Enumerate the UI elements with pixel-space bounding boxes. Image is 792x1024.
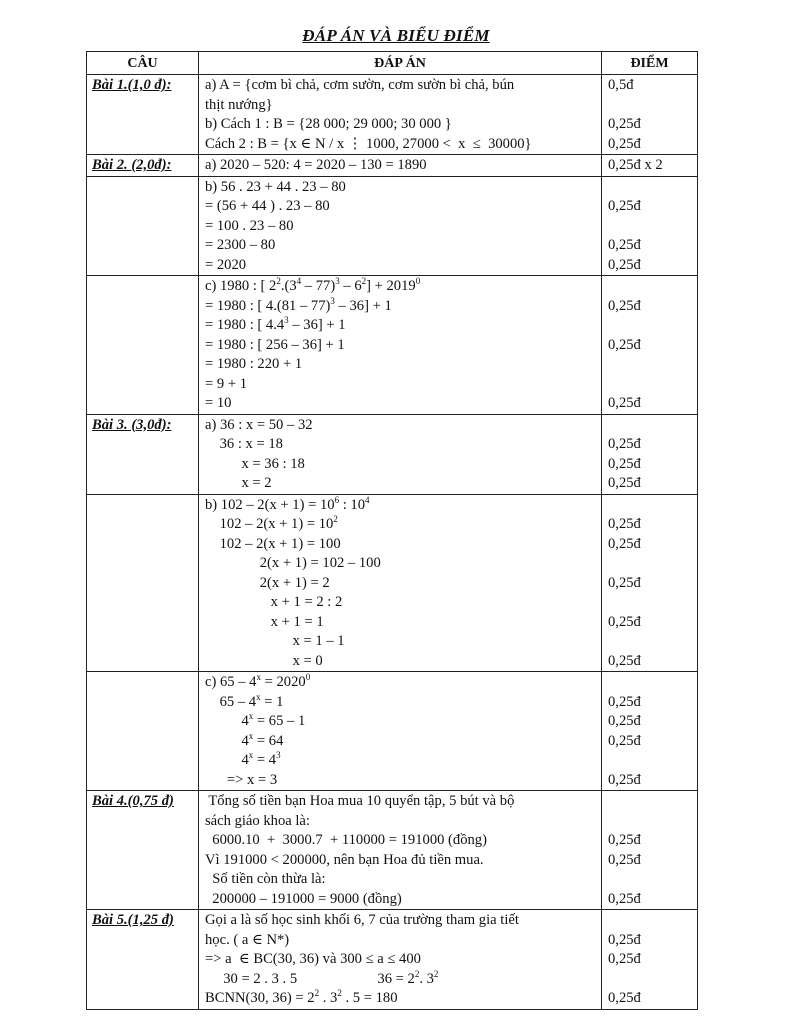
points-value: 0,25đ bbox=[608, 395, 641, 411]
exponent: 2 bbox=[314, 988, 320, 998]
points-value: 0,25đ bbox=[608, 436, 641, 452]
exponent: x bbox=[256, 691, 261, 702]
answer-text: = 10 bbox=[205, 395, 232, 411]
points-value: 0,25đ bbox=[608, 990, 641, 1006]
answer-line bbox=[199, 950, 601, 970]
answer-line bbox=[199, 156, 601, 176]
answer-cell bbox=[199, 791, 602, 910]
points-cell bbox=[602, 176, 698, 276]
points-value bbox=[602, 496, 697, 516]
exponent: 2 bbox=[361, 276, 367, 286]
answer-line bbox=[199, 771, 601, 791]
answer-line bbox=[199, 135, 601, 155]
header-points: ĐIỂM bbox=[602, 52, 698, 75]
question-label: Bài 3. (3,0đ): bbox=[87, 414, 199, 494]
answer-text: = 9 + 1 bbox=[205, 375, 247, 392]
exponent: 0 bbox=[305, 672, 311, 682]
answer-text: 4 bbox=[205, 713, 249, 729]
answer-text: x = 0 bbox=[205, 652, 323, 669]
answer-line bbox=[199, 751, 601, 771]
answer-line bbox=[199, 870, 601, 890]
answer-text: Cách 2 : B = {x ∈ N / x ⋮ 1000, 27000 < x ≤ 30000} bbox=[205, 135, 532, 152]
question-label: Bài 2. (2,0đ): bbox=[87, 155, 199, 177]
answer-text: 200000 – 191000 = 9000 (đồng) bbox=[205, 890, 402, 907]
points-cell bbox=[602, 414, 698, 494]
points-value: 0,25đ bbox=[608, 455, 641, 472]
answer-text: = 1980 : [ 4.4 bbox=[205, 317, 285, 333]
points-cell bbox=[602, 75, 698, 155]
points-value: 0,25đ x 2 bbox=[608, 157, 663, 173]
answer-text: 4 bbox=[205, 752, 249, 768]
answer-line bbox=[199, 792, 601, 812]
points-value bbox=[602, 870, 697, 890]
answer-text: = 2020 bbox=[205, 256, 247, 273]
answer-text: => a ∈ BC(30, 36) và 300 ≤ a ≤ 400 bbox=[205, 951, 421, 967]
points-value bbox=[602, 632, 697, 652]
points-cell bbox=[602, 672, 698, 791]
question-label bbox=[87, 276, 199, 415]
points-value: 0,25đ bbox=[608, 652, 641, 669]
points-value: 0,25đ bbox=[608, 713, 641, 729]
points-value: 0,25đ bbox=[608, 297, 641, 314]
answer-line bbox=[199, 316, 601, 336]
points-value: 0,25đ bbox=[608, 771, 641, 788]
answer-text: 36 : x = 18 bbox=[205, 436, 283, 452]
points-cell bbox=[602, 155, 698, 177]
answer-line bbox=[199, 693, 601, 713]
points-value: 0,25đ bbox=[608, 516, 641, 532]
answer-line bbox=[199, 673, 601, 693]
answer-text: = 1980 : 220 + 1 bbox=[205, 356, 303, 372]
answer-line bbox=[199, 593, 601, 613]
answer-text: => x = 3 bbox=[205, 771, 278, 788]
table-row bbox=[87, 155, 698, 177]
answer-text: x + 1 = 1 bbox=[205, 613, 324, 630]
answer-line bbox=[199, 574, 601, 594]
answer-line bbox=[199, 496, 601, 516]
answer-text: 102 – 2(x + 1) = 100 bbox=[205, 535, 341, 552]
answer-text: x + 1 = 2 : 2 bbox=[205, 594, 343, 610]
exponent: 2 bbox=[337, 988, 342, 998]
answer-cell bbox=[199, 75, 602, 155]
answer-text: sách giáo khoa là: bbox=[205, 812, 310, 829]
answer-line bbox=[199, 613, 601, 633]
answer-line bbox=[199, 355, 601, 375]
table-row bbox=[87, 791, 698, 910]
answer-text: : 10 bbox=[339, 496, 366, 513]
points-value bbox=[602, 277, 697, 297]
points-value: 0,25đ bbox=[608, 951, 641, 967]
answer-cell bbox=[199, 414, 602, 494]
points-value: 0,25đ bbox=[608, 851, 641, 868]
answer-text: 30 = 2 . 3 . 5 36 = 2 bbox=[205, 970, 415, 987]
exponent: 2 bbox=[414, 968, 420, 979]
answer-text: x = 2 bbox=[205, 475, 272, 491]
answer-text: = 4 bbox=[253, 752, 277, 768]
table-row bbox=[87, 494, 698, 672]
answer-cell bbox=[199, 910, 602, 1010]
answer-text: 2(x + 1) = 2 bbox=[205, 574, 330, 591]
answer-line bbox=[199, 851, 601, 871]
answer-cell bbox=[199, 672, 602, 791]
answer-cell bbox=[199, 155, 602, 177]
answer-line bbox=[199, 812, 601, 832]
answer-line bbox=[199, 336, 601, 356]
answer-line bbox=[199, 712, 601, 732]
answer-line bbox=[199, 455, 601, 475]
answer-text: . 5 = 180 bbox=[341, 990, 398, 1006]
answer-line bbox=[199, 931, 601, 951]
points-value: 0,25đ bbox=[608, 732, 641, 749]
answer-line bbox=[199, 515, 601, 535]
answer-text: b) Cách 1 : B = {28 000; 29 000; 30 000 } bbox=[205, 116, 452, 132]
answer-text: = 1 bbox=[260, 693, 284, 710]
header-answer: ĐÁP ÁN bbox=[199, 52, 602, 75]
answer-cell bbox=[199, 276, 602, 415]
answer-line bbox=[199, 554, 601, 574]
answer-line bbox=[199, 277, 601, 297]
points-cell bbox=[602, 910, 698, 1010]
answer-text: Vì 191000 < 200000, nên bạn Hoa đủ tiền mua. bbox=[205, 851, 484, 868]
answer-text: c) 65 – 4 bbox=[205, 674, 257, 690]
exponent: 2 bbox=[333, 514, 338, 524]
answer-line bbox=[199, 535, 601, 555]
points-value bbox=[602, 375, 697, 395]
exponent: x bbox=[248, 730, 254, 741]
answer-line bbox=[199, 474, 601, 494]
answer-text: 102 – 2(x + 1) = 10 bbox=[205, 516, 334, 532]
question-label: Bài 1.(1,0 đ): bbox=[87, 75, 199, 155]
answer-text: = 1980 : [ 4.(81 – 77) bbox=[205, 297, 331, 314]
points-value: 0,25đ bbox=[608, 116, 641, 132]
table-row bbox=[87, 176, 698, 276]
answer-line bbox=[199, 652, 601, 672]
answer-text: = 64 bbox=[253, 732, 284, 749]
exponent: 3 bbox=[335, 276, 340, 286]
table-row bbox=[87, 910, 698, 1010]
answer-text: a) 36 : x = 50 – 32 bbox=[205, 416, 313, 433]
answer-line bbox=[199, 96, 601, 116]
answer-line bbox=[199, 970, 601, 990]
answer-text: ] + 2019 bbox=[366, 278, 416, 294]
answer-text: a) A = {cơm bì chả, cơm sườn, cơm sườn bì chả, bún bbox=[205, 77, 515, 93]
points-value: 0,25đ bbox=[608, 574, 641, 591]
points-value bbox=[602, 554, 697, 574]
exponent: 0 bbox=[415, 276, 421, 286]
answer-line bbox=[199, 197, 601, 217]
answer-text: thịt nướng} bbox=[205, 96, 273, 113]
answer-text: Tổng số tiền bạn Hoa mua 10 quyển tập, 5 bút và bộ bbox=[205, 793, 515, 809]
points-value bbox=[602, 792, 697, 812]
points-value bbox=[602, 751, 697, 771]
answer-text: – 36] + 1 bbox=[334, 297, 392, 314]
exponent: 3 bbox=[330, 295, 335, 306]
answer-text: = (56 + 44 ) . 23 – 80 bbox=[205, 198, 330, 214]
answer-line bbox=[199, 394, 601, 414]
table-row bbox=[87, 672, 698, 791]
table-body bbox=[87, 75, 698, 1010]
answer-text: BCNN(30, 36) = 2 bbox=[205, 990, 315, 1006]
answer-line bbox=[199, 632, 601, 652]
answer-text: – 6 bbox=[339, 278, 362, 294]
points-value bbox=[602, 593, 697, 613]
points-value bbox=[602, 96, 697, 116]
points-value: 0,25đ bbox=[608, 693, 641, 710]
answer-line bbox=[199, 375, 601, 395]
answer-line bbox=[199, 911, 601, 931]
points-value: 0,25đ bbox=[608, 198, 641, 214]
points-value: 0,25đ bbox=[608, 256, 641, 273]
exponent: 3 bbox=[284, 315, 289, 325]
answer-line bbox=[199, 236, 601, 256]
answer-text: .(3 bbox=[280, 278, 297, 294]
answer-text: = 100 . 23 – 80 bbox=[205, 217, 294, 234]
exponent: x bbox=[248, 711, 254, 721]
answer-table bbox=[86, 51, 698, 1010]
answer-line bbox=[199, 76, 601, 96]
points-value bbox=[602, 178, 697, 198]
answer-text: . 3 bbox=[319, 990, 338, 1006]
exponent: x bbox=[248, 750, 254, 760]
answer-text: = 65 – 1 bbox=[253, 713, 306, 729]
exponent: 4 bbox=[365, 494, 370, 505]
answer-text: b) 56 . 23 + 44 . 23 – 80 bbox=[205, 178, 346, 195]
points-value: 0,25đ bbox=[608, 613, 641, 630]
answer-text: 6000.10 + 3000.7 + 110000 = 191000 (đồng) bbox=[205, 832, 487, 848]
answer-text: Số tiền còn thừa là: bbox=[205, 871, 326, 887]
answer-text: 65 – 4 bbox=[205, 693, 257, 710]
answer-line bbox=[199, 115, 601, 135]
exponent: 4 bbox=[296, 276, 302, 286]
answer-cell bbox=[199, 176, 602, 276]
answer-line bbox=[199, 732, 601, 752]
answer-text: – 36] + 1 bbox=[288, 317, 346, 333]
points-cell bbox=[602, 276, 698, 415]
points-value: 0,25đ bbox=[608, 475, 641, 491]
answer-text: Gọi a là số học sinh khối 6, 7 của trường tham gia tiết bbox=[205, 912, 519, 928]
answer-text: 2(x + 1) = 102 – 100 bbox=[205, 555, 381, 571]
exponent: 3 bbox=[276, 750, 281, 760]
points-cell bbox=[602, 494, 698, 672]
exponent: 6 bbox=[334, 494, 340, 505]
answer-text: a) 2020 – 520: 4 = 2020 – 130 = 1890 bbox=[205, 157, 427, 173]
points-value bbox=[602, 217, 697, 237]
points-value bbox=[602, 970, 697, 990]
answer-text: b) 102 – 2(x + 1) = 10 bbox=[205, 496, 335, 513]
answer-text: = 2020 bbox=[260, 674, 306, 690]
answer-line bbox=[199, 831, 601, 851]
answer-text: x = 1 – 1 bbox=[205, 633, 345, 649]
points-value: 0,25đ bbox=[608, 237, 641, 253]
points-value bbox=[602, 355, 697, 375]
answer-cell bbox=[199, 494, 602, 672]
question-label bbox=[87, 494, 199, 672]
points-value bbox=[602, 812, 697, 832]
answer-line bbox=[199, 256, 601, 276]
table-row bbox=[87, 75, 698, 155]
question-label: Bài 5.(1,25 đ) bbox=[87, 910, 199, 1010]
exponent: 2 bbox=[276, 276, 281, 286]
answer-line bbox=[199, 217, 601, 237]
points-value bbox=[602, 316, 697, 336]
exponent: x bbox=[256, 672, 261, 682]
answer-text: học. ( a ∈ N*) bbox=[205, 931, 290, 948]
points-value: 0,25đ bbox=[608, 336, 641, 353]
points-value: 0,25đ bbox=[608, 135, 641, 152]
question-label bbox=[87, 672, 199, 791]
answer-text: c) 1980 : [ 2 bbox=[205, 278, 277, 294]
points-value: 0,25đ bbox=[608, 832, 641, 848]
answer-text: . 3 bbox=[419, 970, 434, 987]
question-label bbox=[87, 176, 199, 276]
answer-line bbox=[199, 435, 601, 455]
exponent: 2 bbox=[433, 968, 439, 979]
question-label: Bài 4.(0,75 đ) bbox=[87, 791, 199, 910]
points-value: 0,25đ bbox=[608, 535, 641, 552]
page-title: ĐÁP ÁN VÀ BIỂU ĐIỂM bbox=[302, 26, 490, 45]
answer-text: – 77) bbox=[301, 278, 336, 294]
table-row bbox=[87, 276, 698, 415]
points-value bbox=[602, 416, 697, 436]
answer-line bbox=[199, 416, 601, 436]
table-header-row bbox=[87, 52, 698, 75]
answer-text: = 2300 – 80 bbox=[205, 237, 276, 253]
answer-line bbox=[199, 178, 601, 198]
points-value bbox=[602, 673, 697, 693]
table-row bbox=[87, 414, 698, 494]
answer-text: x = 36 : 18 bbox=[205, 455, 305, 472]
answer-line bbox=[199, 989, 601, 1009]
answer-line bbox=[199, 297, 601, 317]
header-question: CÂU bbox=[87, 52, 199, 75]
answer-text: 4 bbox=[205, 732, 249, 749]
points-value: 0,25đ bbox=[608, 890, 641, 907]
points-value bbox=[602, 911, 697, 931]
points-cell bbox=[602, 791, 698, 910]
answer-text: = 1980 : [ 256 – 36] + 1 bbox=[205, 336, 345, 353]
points-value: 0,5đ bbox=[608, 77, 634, 93]
points-value: 0,25đ bbox=[608, 931, 641, 948]
answer-line bbox=[199, 890, 601, 910]
